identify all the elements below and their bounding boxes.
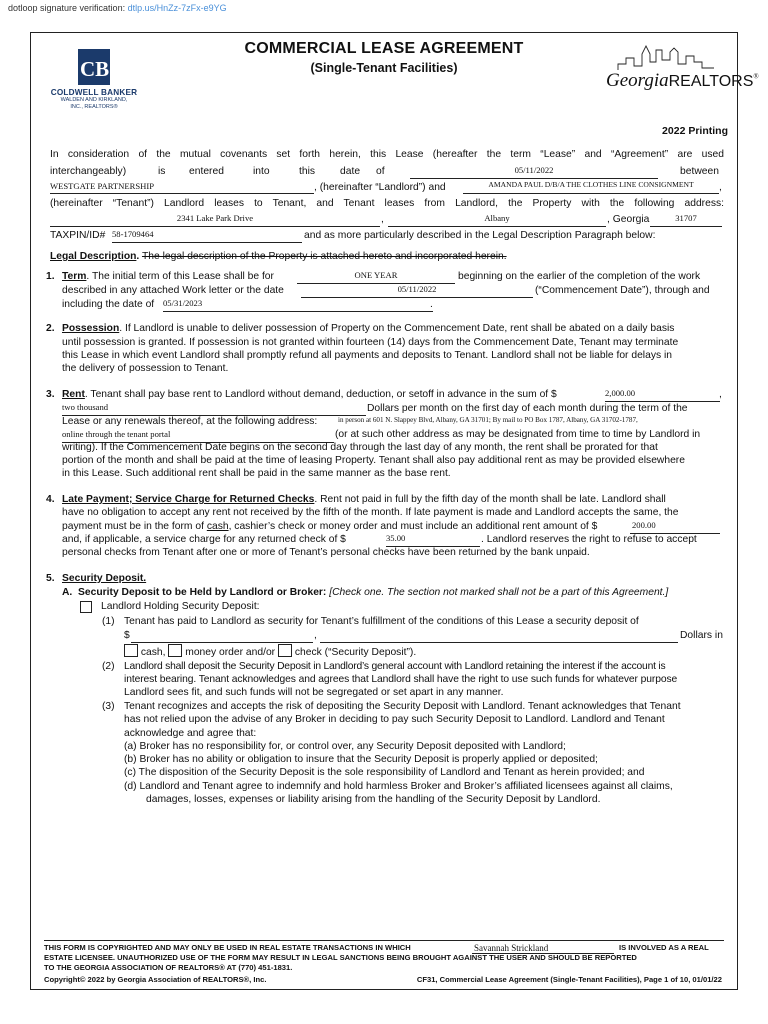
logo-georgia: Georgia: [606, 70, 669, 91]
intro-line-1: In consideration of the mutual covenants set forth herein, this Lease (hereafter the term “Lease” and “Agreement” are used: [50, 149, 724, 160]
possession-text: this Lease in which event Landlord shall promptly refund all payments and deposits to Tenant. Landlord shall not be liable for delays in: [62, 350, 672, 361]
cash-label: cash,: [140, 647, 166, 658]
late-text: . Rent not paid in full by the fifth day of the month shall be late. Landlord shall: [314, 494, 666, 505]
possession-text: until possession is granted. If possession is not granted within fourteen (14) days from the Commencement Date, Tenant may terminate: [62, 337, 679, 348]
deposit-text: Landlord sees fit, and such funds will not be segregated or set apart in any manner.: [124, 687, 504, 698]
city-line: [388, 226, 606, 227]
intro-word: entered: [189, 166, 224, 177]
zip-line: [650, 226, 722, 227]
end-date-field[interactable]: 05/31/2023: [163, 298, 203, 308]
money-order-label: money order and/or: [185, 647, 276, 658]
rent-text: Lease or any renewals thereof, at the following address:: [62, 416, 318, 427]
late-text: . Landlord reserves the right to refuse to accept: [481, 534, 697, 545]
dollar-sign: $: [124, 630, 130, 641]
term-text: (“Commencement Date”), through and: [535, 285, 710, 296]
footer-text: TO THE GEORGIA ASSOCIATION OF REALTORS® AT (770) 451-1831.: [44, 963, 293, 972]
intro-word: this: [299, 166, 316, 177]
term-heading: Term: [62, 271, 87, 282]
deposit-subitem: (a) Broker has no responsibility for, or control over, any Security Deposit deposited with Landlord;: [124, 741, 566, 752]
holding-label: Landlord Holding Security Deposit:: [101, 601, 260, 612]
comma: ,: [719, 389, 722, 400]
form-id: CF31, Commercial Lease Agreement (Single-Tenant Facilities), Page 1 of 10, 01/01/22: [416, 975, 722, 984]
logo-sub2: INC., REALTORS®: [70, 103, 118, 110]
property-address-field[interactable]: 2341 Lake Park Drive: [176, 213, 254, 223]
late-text: and, if applicable, a service charge for any returned check of $: [62, 534, 346, 545]
taxpin-label: TAXPIN/ID#: [50, 230, 106, 241]
check-label: check (“Security Deposit”).: [294, 647, 417, 658]
intro-word: interchangeably): [50, 166, 127, 177]
late-text: personal checks from Tenant after one or more of Tenant’s personal checks have been returned by the bank unpaid.: [62, 547, 590, 558]
intro-line-4: (hereinafter “Tenant”) Landlord leases to Tenant, and Tenant leases from Landlord, the Property with the following address:: [50, 198, 724, 209]
deposit-text: Landlord shall deposit the Security Deposit in Landlord’s general account with Landlord retaining the interest if the account is: [124, 661, 666, 672]
item-number: (3): [102, 701, 115, 712]
rent-words-field[interactable]: two thousand: [62, 402, 109, 412]
address-line: [50, 226, 380, 227]
comma: ,: [719, 182, 722, 193]
item-number: (1): [102, 616, 115, 627]
deposit-subitem: (b) Broker has no ability or obligation to insure that the Security Deposit is properly applied or deposited;: [124, 754, 598, 765]
rent-address-field[interactable]: in person at 601 N. Slappey Blvd, Albany, GA 31701; By mail to PO Box 1787, Albany, GA 31702-1787,: [338, 416, 638, 424]
taxpin-field[interactable]: 58-1709464: [112, 229, 154, 239]
property-zip-field[interactable]: 31707: [675, 213, 697, 223]
legal-text: The legal description of the Property is attached hereto and incorporated herein.: [141, 251, 507, 262]
commencement-line: [301, 297, 533, 298]
possession-heading: Possession: [62, 323, 120, 334]
term-text: . The initial term of this Lease shall be for: [86, 271, 274, 282]
commencement-date-field[interactable]: 05/11/2022: [397, 284, 437, 294]
copyright: Copyright© 2022 by Georgia Association of REALTORS®, Inc.: [44, 975, 267, 984]
taxpin-line: [112, 242, 302, 243]
deposit-a-note: [Check one. The section not marked shall not be a part of this Agreement.]: [329, 587, 669, 598]
comma: ,: [381, 214, 384, 225]
intro-word: of: [376, 166, 385, 177]
rent-text: Dollars per month on the first day of each month during the term of the: [367, 403, 688, 414]
term-text: including the date of: [62, 299, 155, 310]
term-text: beginning on the earlier of the completion of the work: [458, 271, 701, 282]
late-text: payment must be in the form of: [62, 521, 204, 532]
deposit-words-line[interactable]: [320, 642, 678, 643]
footer-text: IS INVOLVED AS A REAL: [619, 943, 709, 952]
section-number: 3.: [46, 389, 55, 400]
deposit-text: has not relied upon the advise of any Broker in deciding to pay such Security Deposit to Landlord. Landlord and Tenant: [124, 714, 665, 725]
rent-amount-field[interactable]: 2,000.00: [605, 388, 636, 398]
deposit-amount-line[interactable]: [131, 642, 313, 643]
possession-line-1: [62, 322, 724, 336]
late-line-1: [62, 493, 666, 507]
term-text: described in any attached Work letter or the date: [62, 285, 284, 296]
deposit-method: [124, 644, 416, 660]
property-state: Georgia: [612, 214, 650, 225]
taxpin-suffix: and as more particularly described in the Legal Description Paragraph below:: [304, 230, 656, 241]
item-number: (2): [102, 661, 115, 672]
possession-text: the delivery of possession to Tenant.: [62, 363, 229, 374]
late-fee-field[interactable]: 200.00: [632, 520, 656, 530]
document-title: COMMERCIAL LEASE AGREEMENT: [244, 40, 524, 57]
late-heading: Late Payment; Service Charge for Returned Checks: [62, 494, 315, 505]
footer-text: ESTATE LICENSEE. UNAUTHORIZED USE OF THE FORM MAY RESULT IN LEGAL SANCTIONS BEING BROUGHT AGAINST THE USER AND SHOULD BE REPORTED: [44, 953, 637, 962]
cash-option: cash: [206, 521, 229, 532]
period: .: [430, 299, 433, 310]
possession-text: . If Landlord is unable to deliver possession of Property on the Commencement Date, rent shall be abated on a daily basis: [119, 323, 675, 334]
logo-registered: ®: [753, 72, 759, 81]
rent-text: writing). If the Commencement Date begins on the second day through the last day of any month, the rent shall be prorated for that: [62, 442, 658, 453]
landlord-line: [50, 193, 314, 194]
cb-mark-icon: CB: [78, 49, 110, 85]
printing-year: 2022 Printing: [662, 125, 728, 137]
deposit-text: Tenant recognizes and accepts the risk of depositing the Security Deposit with Landlord. Tenant acknowledges that Tenant: [124, 701, 681, 712]
section-number: 4.: [46, 494, 55, 505]
term-line-1: [62, 270, 274, 284]
cash-checkbox[interactable]: [124, 644, 138, 657]
licensee-field[interactable]: Savannah Strickland: [474, 943, 549, 953]
deposit-heading: Security Deposit.: [62, 573, 147, 584]
rent-heading: Rent: [62, 389, 85, 400]
late-text: have no obligation to accept any rent not received by the fifth of the month. If late payment is made and Landlord accepts the same, the: [62, 507, 679, 518]
section-number: 5.: [46, 573, 55, 584]
money-order-checkbox[interactable]: [168, 644, 182, 657]
document-subtitle: (Single-Tenant Facilities): [310, 61, 458, 75]
rent-text: . Tenant shall pay base rent to Landlord without demand, deduction, or setoff in advance in the sum of $: [84, 389, 557, 400]
deposit-subitem: damages, losses, expenses or liability arising from the handling of the Security Deposit by Landlord.: [146, 794, 601, 805]
logo-name: COLDWELL BANKER: [50, 88, 138, 97]
logo-realtors: REALTORS: [668, 73, 754, 90]
end-date-line: [163, 311, 433, 312]
intro-word: into: [253, 166, 270, 177]
landlord-holding-checkbox[interactable]: [80, 601, 92, 613]
deposit-a-label: A.: [62, 587, 73, 598]
property-city-field[interactable]: Albany: [484, 213, 510, 223]
deposit-text: Tenant has paid to Landlord as security for Tenant’s fulfillment of the conditions of this Lease a security deposit of: [124, 616, 639, 627]
deposit-subitem: (c) The disposition of the Security Deposit is the sole responsibility of Landlord and Tenant as herein provided; and: [124, 767, 645, 778]
comma: ,: [314, 630, 317, 641]
intro-word: between: [680, 166, 719, 177]
check-checkbox[interactable]: [278, 644, 292, 657]
section-number: 1.: [46, 271, 55, 282]
late-line-3: [62, 520, 597, 534]
rent-text: in this Lease. Such additional rent shall be paid in the same manner as the base rent.: [62, 468, 451, 479]
deposit-a: [62, 586, 668, 600]
deposit-text: acknowledge and agree that:: [124, 728, 257, 739]
rent-text: portion of the month and shall be paid at the time of leasing Property. Tenant shall also pay additional rent as may be provided elsewhere: [62, 455, 685, 466]
check-fee-field[interactable]: 35.00: [386, 533, 406, 543]
tenant-line: [463, 193, 719, 194]
date-line: [410, 178, 658, 179]
georgia-realtors-logo: [604, 40, 759, 100]
rent-address2-field[interactable]: online through the tenant portal: [62, 429, 171, 439]
verification-link[interactable]: dtlp.us/HnZz-7zFx-e9YG: [127, 3, 227, 13]
rent-text: (or at such other address as may be designated from time to time by Landlord in: [335, 429, 701, 440]
lease-date-field[interactable]: 05/11/2022: [514, 165, 554, 175]
footer-text: THIS FORM IS COPYRIGHTED AND MAY ONLY BE USED IN REAL ESTATE TRANSACTIONS IN WHICH: [44, 943, 411, 952]
rent-line-1: [62, 388, 557, 402]
coldwell-banker-logo: [50, 49, 138, 110]
dollars-in: Dollars in: [680, 630, 723, 641]
intro-word: is: [158, 166, 166, 177]
legal-description: Legal Description. The legal description of the Property is attached hereto and incorporated herein.: [50, 251, 507, 262]
legal-heading: Legal Description: [50, 251, 137, 262]
deposit-subitem: (d) Landlord and Tenant agree to indemnify and hold harmless Broker and Broker’s affiliated licensees against all claims,: [124, 781, 673, 792]
tenant-name-field[interactable]: AMANDA PAUL D/B/A THE CLOTHES LINE CONSIGNMENT: [488, 180, 694, 189]
intro-word: date: [340, 166, 361, 177]
term-length-field[interactable]: ONE YEAR: [354, 270, 398, 280]
deposit-text: interest bearing. Tenant acknowledges and agrees that Landlord shall have the right to use such funds for whatever purpose: [124, 674, 678, 685]
landlord-name-field[interactable]: WESTGATE PARTNERSHIP: [50, 181, 154, 191]
logo-sub1: WALDEN AND KIRKLAND,: [60, 97, 128, 103]
late-text: , cashier’s check or money order and must include an additional rent amount of $: [228, 521, 598, 532]
signature-verification: [8, 3, 227, 13]
footer-rule: [44, 940, 724, 941]
landlord-suffix: , (hereinafter “Landlord”) and: [314, 182, 446, 193]
section-number: 2.: [46, 323, 55, 334]
verification-label: dotloop signature verification:: [8, 3, 126, 13]
deposit-a-heading: Security Deposit to be Held by Landlord or Broker:: [78, 587, 327, 598]
